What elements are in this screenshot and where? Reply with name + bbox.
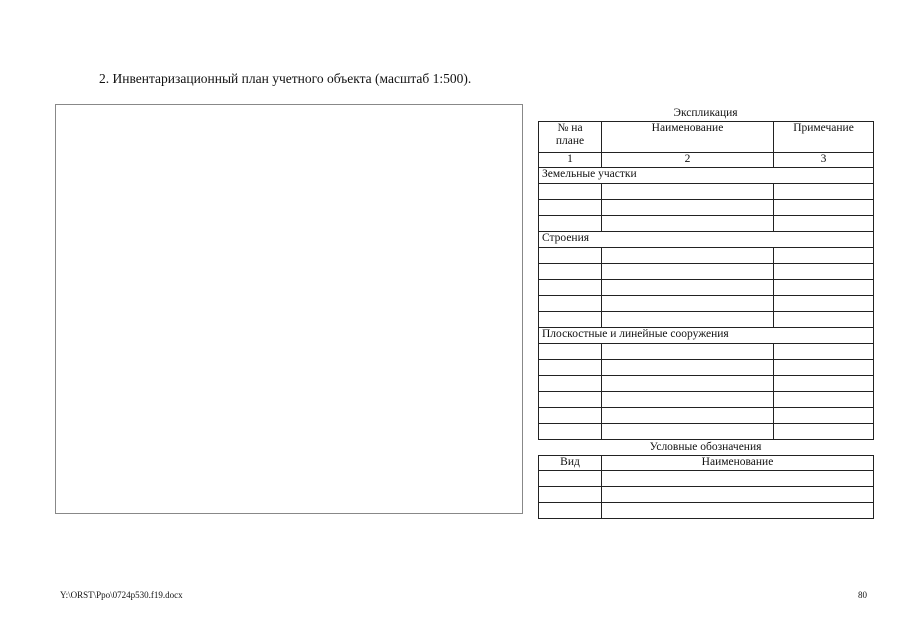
inventory-plan-frame <box>55 104 523 514</box>
table-cell[interactable] <box>602 184 774 200</box>
table-cell[interactable] <box>539 296 602 312</box>
table-row <box>539 296 874 312</box>
legend-cell[interactable] <box>539 503 602 519</box>
table-cell[interactable] <box>602 280 774 296</box>
table-cell[interactable] <box>774 248 874 264</box>
table-cell[interactable] <box>539 280 602 296</box>
table-cell[interactable] <box>602 344 774 360</box>
table-cell[interactable] <box>774 264 874 280</box>
table-cell[interactable] <box>602 392 774 408</box>
table-row <box>539 200 874 216</box>
column-number: 3 <box>774 153 874 168</box>
legend-header-type: Вид <box>539 456 602 471</box>
table-cell[interactable] <box>602 248 774 264</box>
table-cell[interactable] <box>602 296 774 312</box>
table-cell[interactable] <box>539 424 602 440</box>
table-row <box>539 376 874 392</box>
explication-table <box>538 121 874 440</box>
table-cell[interactable] <box>539 392 602 408</box>
table-cell[interactable] <box>539 184 602 200</box>
table-cell[interactable] <box>774 344 874 360</box>
table-row <box>539 216 874 232</box>
table-cell[interactable] <box>539 264 602 280</box>
table-cell[interactable] <box>774 360 874 376</box>
legend-row <box>539 503 874 519</box>
table-cell[interactable] <box>539 344 602 360</box>
section-row <box>539 328 874 344</box>
table-cell[interactable] <box>774 296 874 312</box>
table-row <box>539 344 874 360</box>
section-row <box>539 232 874 248</box>
table-cell[interactable] <box>602 264 774 280</box>
table-cell[interactable] <box>774 200 874 216</box>
table-row <box>539 280 874 296</box>
section-row <box>539 168 874 184</box>
table-cell[interactable] <box>539 200 602 216</box>
table-cell[interactable] <box>774 408 874 424</box>
table-cell[interactable] <box>602 360 774 376</box>
column-number: 2 <box>602 153 774 168</box>
table-row <box>539 360 874 376</box>
page-number: 80 <box>858 590 867 600</box>
table-cell[interactable] <box>774 184 874 200</box>
table-cell[interactable] <box>774 312 874 328</box>
table-row <box>539 408 874 424</box>
table-cell[interactable] <box>774 216 874 232</box>
column-header-name: Наименование <box>602 122 774 153</box>
column-header-note: Примечание <box>774 122 874 153</box>
table-row <box>539 264 874 280</box>
table-cell[interactable] <box>774 280 874 296</box>
legend-cell[interactable] <box>602 503 874 519</box>
table-row <box>539 392 874 408</box>
table-cell[interactable] <box>602 312 774 328</box>
table-cell[interactable] <box>539 408 602 424</box>
column-header-plan-number: № на плане <box>539 122 602 153</box>
legend-row <box>539 471 874 487</box>
explication-title: Экспликация <box>673 107 738 119</box>
table-cell[interactable] <box>774 376 874 392</box>
table-row <box>539 248 874 264</box>
table-cell[interactable] <box>602 424 774 440</box>
legend-row <box>539 487 874 503</box>
table-cell[interactable] <box>539 248 602 264</box>
table-cell[interactable] <box>539 216 602 232</box>
section-title: Плоскостные и линейные сооружения <box>539 328 874 344</box>
table-cell[interactable] <box>774 424 874 440</box>
legend-cell[interactable] <box>539 471 602 487</box>
table-row <box>539 184 874 200</box>
page-heading: 2. Инвентаризационный план учетного объекта (масштаб 1:500). <box>99 71 472 86</box>
table-row <box>539 312 874 328</box>
table-cell[interactable] <box>539 376 602 392</box>
table-cell[interactable] <box>602 408 774 424</box>
column-number: 1 <box>539 153 602 168</box>
table-cell[interactable] <box>539 312 602 328</box>
section-title: Строения <box>539 232 874 248</box>
legend-cell[interactable] <box>602 487 874 503</box>
legend-table <box>538 455 874 519</box>
legend-title: Условные обозначения <box>649 441 762 453</box>
table-cell[interactable] <box>602 216 774 232</box>
footer-file-path: Y:\ORST\Ppo\0724p530.f19.docx <box>60 590 183 600</box>
right-panel <box>538 106 873 519</box>
table-cell[interactable] <box>774 392 874 408</box>
legend-cell[interactable] <box>602 471 874 487</box>
table-row <box>539 424 874 440</box>
legend-header-name: Наименование <box>602 456 874 471</box>
legend-cell[interactable] <box>539 487 602 503</box>
table-cell[interactable] <box>602 200 774 216</box>
table-cell[interactable] <box>539 360 602 376</box>
table-cell[interactable] <box>602 376 774 392</box>
section-title: Земельные участки <box>539 168 874 184</box>
